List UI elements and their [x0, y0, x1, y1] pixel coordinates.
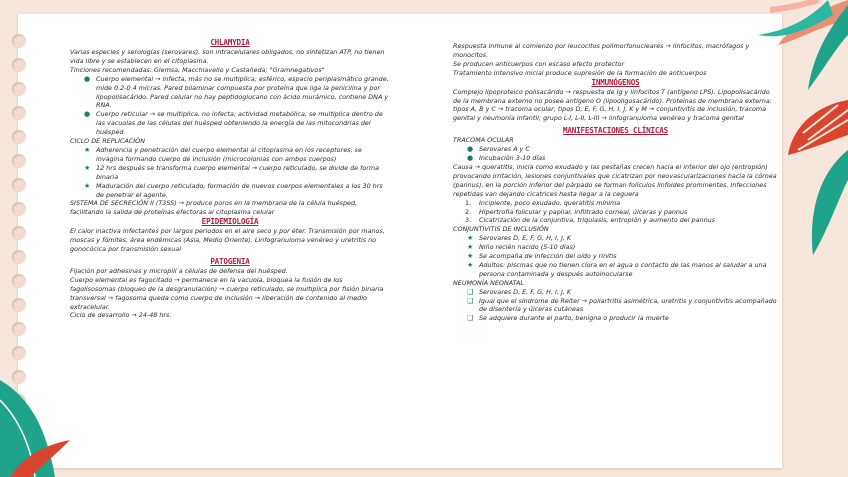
binder-hole — [12, 34, 26, 48]
binder-hole — [12, 178, 26, 192]
list-item: ● Serovares A y C — [467, 145, 530, 154]
list-item: 2. Hipertrofia folicular y papilar, infiltrado corneal, úlceras y pannus — [465, 207, 688, 216]
section-title-manifestaciones: MANIFESTACIONES CLÍNICAS — [563, 126, 668, 136]
tracoma-text: Causa → queratitis, inicia como exudado y las pestañas crecen hacia el interior del ojo (entropión) provocando irritación, lesiones conjuntivales que cicatrizan por neovascularizaciones hacia la córnea (pannus), en la porción inferior del párpado se forman folículos linfoides prominentes. Infecciones repetidas van dejando cicatrices hasta llegar a la ceguera — [453, 162, 777, 198]
conjuntivitis-list — [453, 234, 778, 279]
section-title-inmunogenos: INMUNÓGENOS — [591, 77, 640, 87]
bullet-star-icon: ★ — [84, 163, 91, 172]
bullet-dot-icon: ● — [467, 154, 474, 163]
binder-hole — [12, 202, 26, 216]
bullet-star-icon: ★ — [467, 252, 474, 261]
binder-hole — [12, 226, 26, 240]
tracoma-title: TRACOMA OCULAR — [453, 136, 514, 145]
bullet-star-icon: ★ — [467, 234, 474, 243]
list-item: ★ Maduración del cuerpo reticulado, formación de nuevos cuerpos elementales a los 30 hrs de penetrar el agente. — [84, 181, 383, 199]
list-item: ★ Se acompaña de infección del oído y rinitis — [467, 252, 617, 261]
palm-leaf-top-right-icon — [698, 0, 848, 100]
anticuerpos-text: Se producen anticuerpos con escaso efecto protector — [453, 59, 625, 68]
list-item: ● Cuerpo elemental → infecta, más no se multiplica; esférico, espacio periplasmático grande, mide 0.2-0.4 micras. Pared bilaminar compuesta por proteína que liga la penicilina y por lipopolisacárido. Pared celular no hay peptidoglucano con ácido murámico, contiene DNA y RNA. — [84, 74, 389, 110]
list-item: ● Cuerpo reticular → se multiplica, no infecta; actividad metabólica, se multiplica dentro de las vacuolas de las células del huésped obteniendo la energía de las mitocondrias del huésped. — [84, 110, 383, 137]
list-item: ★ Niño recién nacido (5-10 días) — [467, 243, 576, 252]
binder-hole — [12, 130, 26, 144]
binder-hole — [12, 322, 26, 336]
chlamydia-tinciones: Tinciones recomendadas: Giemsa, Macchiavello y Castañeda; "Gramnegativos" — [70, 65, 325, 74]
binder-hole — [12, 154, 26, 168]
bullet-box-icon: ❑ — [467, 287, 474, 296]
list-item: ● Incubación 3-10 días — [467, 154, 546, 163]
list-item: ❑ Serovares D, E, F, G, H, I, J, K — [467, 287, 572, 296]
bullet-star-icon: ★ — [467, 243, 474, 252]
chlamydia-intro: Varias especies y serologías (serovares), son intracelulares obligados, no sintetizan ATP, no tienen vida libre y se establecen en el citoplasma. — [70, 48, 385, 65]
neumonia-list — [453, 288, 778, 324]
bullet-dot-icon: ● — [84, 74, 91, 83]
tracoma-list — [453, 145, 778, 163]
binder-hole — [12, 274, 26, 288]
tracoma-steps-list — [453, 199, 778, 226]
section-title-chlamydia: CHLAMYDIA — [210, 38, 250, 47]
binder-hole — [12, 58, 26, 72]
list-item: ❑ Igual que el síndrome de Reiter → poliartritis asimétrica, uretritis y conjuntivitis acompañado de disentería y úlceras cutáneas — [467, 296, 777, 314]
list-item: ★ Adultos: piscinas que no tienen clora en el agua o contacto de las manos al saludar a una persona contaminada y después autoinocularse — [467, 260, 767, 278]
bullet-dot-icon: ● — [467, 145, 474, 154]
chlamydia-bodies-list — [70, 75, 390, 137]
list-item: ★ Serovares D, E, F, G, H, I, J, K — [467, 234, 572, 243]
list-item: ★ Adherencia y penetración del cuerpo elemental al citoplasma en los receptores, se invagina formando cuerpo de inclusión (microcolonias con ambos cuerpos) — [84, 145, 362, 163]
neumonia-title: NEUMONÍA NEONATAL — [453, 278, 524, 287]
left-column — [70, 38, 390, 320]
binder-hole — [12, 106, 26, 120]
inmunogenos-text: Complejo lipoproteico polisacárido → respuesta de Ig y linfocitos T (antígeno LPS). Lipopolisacárido de la membrana externo no posee antígeno O (lipooligosacárido). Proteínas de membrana externa: tipos A, B y C → tracoma ocular; tipos D, E, F, G, H, I, J, K y M → conjuntivitis de inclusión, tracoma genital y neumonía infantil; grupo L-I, L-II, L-III → linfogranuloma venéreo y tracoma genital — [453, 87, 772, 123]
palm-leaf-right-icon — [788, 150, 848, 260]
binder-hole — [12, 250, 26, 264]
list-number: 3. — [465, 216, 472, 225]
list-item: 3. Cicatrización de la conjuntiva, triquiasis, entropión y aumento del pannus — [465, 216, 715, 225]
list-item: 1. Incipiente, poco exudado, queratitis mínima — [465, 198, 621, 207]
bullet-box-icon: ❑ — [467, 314, 474, 323]
patogenia-text-2: Cuerpo elemental es fagocitado → permanece en la vacuola, bloquea la fusión de los fagolisosomas (bloqueo de la desgranulación) → cuerpo reticulado, se multiplica por fisión binaria transversal → fagosoma queda como cuerpo de inclusión → liberación de contenido al medio extracelular. — [70, 275, 384, 311]
tratamiento-text: Tratamiento intensivo inicial produce supresión de la formación de anticuerpos — [453, 68, 707, 77]
respuesta-inmune: Respuesta inmune al comienzo por leucocitos polimorfonucleares → linfocitos, macrófagos y monocitos. — [453, 42, 750, 59]
list-number: 2. — [465, 207, 472, 216]
palm-leaf-bottom-left-icon — [0, 360, 70, 477]
binder-hole — [12, 346, 26, 360]
binder-hole — [12, 82, 26, 96]
secrecion-text: SISTEMA DE SECRECIÓN II (T3SS) → produce poros en la membrana de la célula huésped, facilitando la salida de proteínas efectoras al citoplasma celular — [70, 199, 358, 217]
bullet-dot-icon: ● — [84, 110, 91, 119]
patogenia-text-1: Fijación por adhesinas y micropili a células de defensa del huésped. — [70, 266, 288, 275]
list-item: ★ 12 hrs después se transforma cuerpo elemental → cuerpo reticulado, se divide de forma binaria — [84, 163, 380, 181]
ciclo-title: CICLO DE REPLICACIÓN — [70, 137, 145, 146]
bullet-star-icon: ★ — [467, 260, 474, 269]
bullet-box-icon: ❑ — [467, 296, 474, 305]
binder-hole — [12, 298, 26, 312]
list-number: 1. — [465, 198, 472, 207]
section-title-epidemiologia: EPIDEMIOLOGÍA — [201, 217, 259, 227]
list-item: ❑ Se adquiere durante el parto, benigna o producir la muerte — [467, 314, 669, 323]
patogenia-text-3: Ciclo de desarrollo → 24-48 hrs. — [70, 311, 172, 320]
epidemiologia-text: El calor inactiva infectantes por largos periodos en el aire seco y por éter. Transmisión por manos, moscas y fómites, área endémicas (Asia, Medio Oriente). Linfogranuloma venéreo y uretritis no gonocócica por transmisión sexual — [70, 227, 385, 254]
conjuntivitis-title: CONJUNTIVITIS DE INCLUSIÓN — [453, 225, 549, 234]
section-title-patogenia: PATOGENIA — [210, 256, 250, 266]
bullet-star-icon: ★ — [84, 181, 91, 190]
ciclo-list — [70, 146, 390, 199]
bullet-star-icon: ★ — [84, 145, 91, 154]
